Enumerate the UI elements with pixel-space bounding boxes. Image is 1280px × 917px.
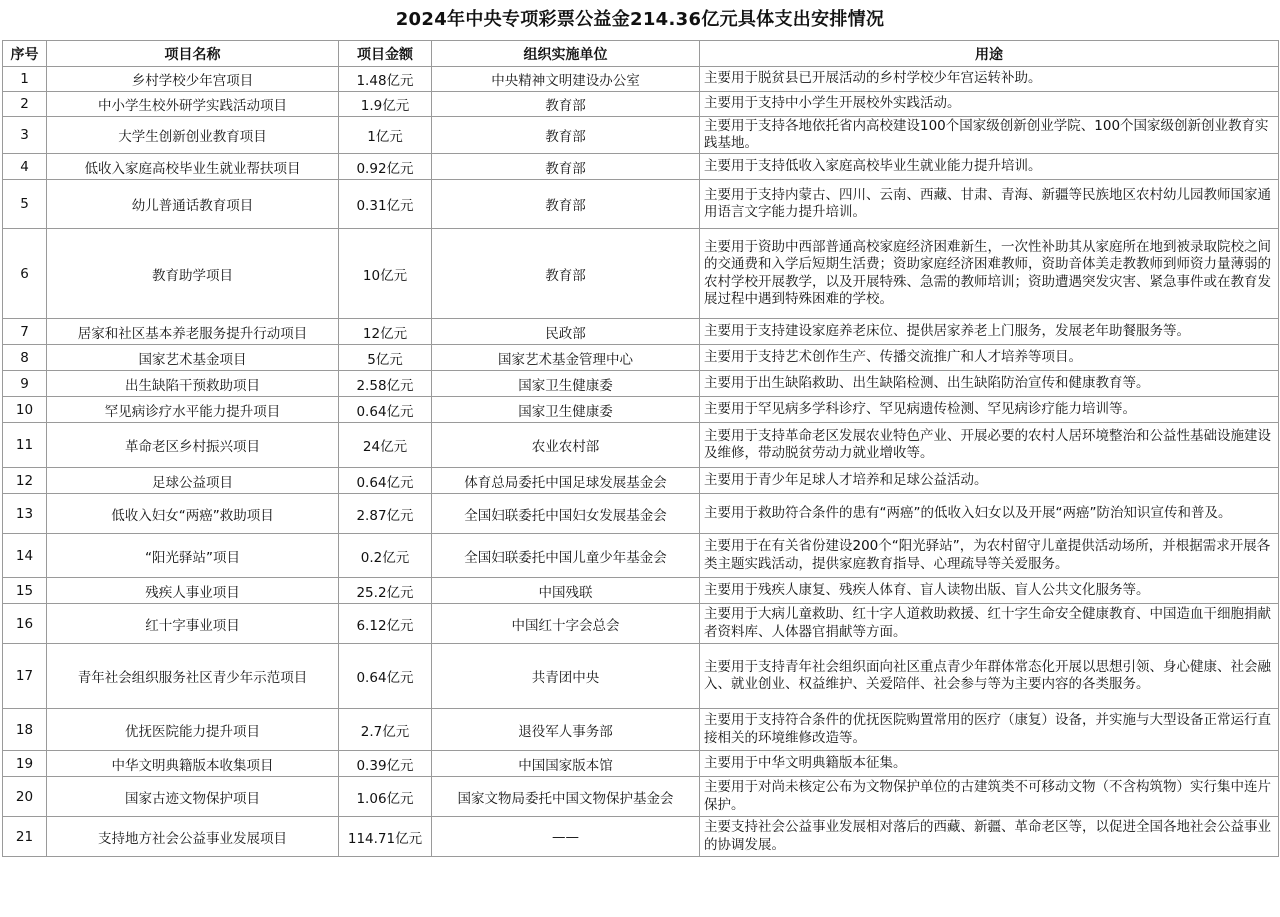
project-amount: 1.9亿元 bbox=[339, 92, 432, 117]
table-row bbox=[3, 777, 1279, 817]
table-row bbox=[3, 345, 1279, 371]
implementing-unit: 农业农村部 bbox=[432, 423, 700, 468]
project-amount: 1.48亿元 bbox=[339, 67, 432, 92]
project-purpose: 主要用于资助中西部普通高校家庭经济困难新生，一次性补助其从家庭所在地到被录取院校之间的交通费和入学后短期生活费；资助家庭经济困难教师，资助音体美走教教师到师资力量薄弱的农村学校开展教学，以及开展特殊、急需的教师培训；资助遭遇突发灾害、紧急事件或在教育发展过程中遇到特殊困难的学校。 bbox=[700, 229, 1279, 319]
header-amount: 项目金额 bbox=[339, 41, 432, 67]
project-name: 优抚医院能力提升项目 bbox=[47, 709, 339, 751]
project-purpose: 主要用于中华文明典籍版本征集。 bbox=[700, 751, 1279, 777]
table-header-row bbox=[3, 41, 1279, 67]
project-amount: 25.2亿元 bbox=[339, 578, 432, 604]
table-row bbox=[3, 578, 1279, 604]
table-row bbox=[3, 397, 1279, 423]
project-name: 中小学生校外研学实践活动项目 bbox=[47, 92, 339, 117]
project-name: 低收入妇女“两癌”救助项目 bbox=[47, 494, 339, 534]
table-row bbox=[3, 117, 1279, 154]
project-amount: 2.7亿元 bbox=[339, 709, 432, 751]
project-purpose: 主要用于支持低收入家庭高校毕业生就业能力提升培训。 bbox=[700, 154, 1279, 180]
project-purpose: 主要用于脱贫县已开展活动的乡村学校少年宫运转补助。 bbox=[700, 67, 1279, 92]
project-name: 幼儿普通话教育项目 bbox=[47, 180, 339, 229]
table-row bbox=[3, 92, 1279, 117]
project-amount: 0.39亿元 bbox=[339, 751, 432, 777]
project-purpose: 主要用于罕见病多学科诊疗、罕见病遗传检测、罕见病诊疗能力培训等。 bbox=[700, 397, 1279, 423]
table-row bbox=[3, 644, 1279, 709]
row-number: 11 bbox=[3, 423, 47, 468]
implementing-unit: 国家卫生健康委 bbox=[432, 371, 700, 397]
project-amount: 2.58亿元 bbox=[339, 371, 432, 397]
table-row bbox=[3, 154, 1279, 180]
project-purpose: 主要用于支持中小学生开展校外实践活动。 bbox=[700, 92, 1279, 117]
project-name: 足球公益项目 bbox=[47, 468, 339, 494]
project-amount: 0.31亿元 bbox=[339, 180, 432, 229]
project-purpose: 主要用于救助符合条件的患有“两癌”的低收入妇女以及开展“两癌”防治知识宣传和普及。 bbox=[700, 494, 1279, 534]
row-number: 14 bbox=[3, 534, 47, 578]
project-name: 支持地方社会公益事业发展项目 bbox=[47, 817, 339, 857]
implementing-unit: 体育总局委托中国足球发展基金会 bbox=[432, 468, 700, 494]
row-number: 1 bbox=[3, 67, 47, 92]
project-name: 罕见病诊疗水平能力提升项目 bbox=[47, 397, 339, 423]
project-amount: 24亿元 bbox=[339, 423, 432, 468]
row-number: 15 bbox=[3, 578, 47, 604]
project-amount: 12亿元 bbox=[339, 319, 432, 345]
row-number: 2 bbox=[3, 92, 47, 117]
implementing-unit: 中央精神文明建设办公室 bbox=[432, 67, 700, 92]
table-row bbox=[3, 709, 1279, 751]
table-row bbox=[3, 604, 1279, 644]
project-amount: 5亿元 bbox=[339, 345, 432, 371]
project-name: 教育助学项目 bbox=[47, 229, 339, 319]
project-purpose: 主要用于对尚未核定公布为文物保护单位的古建筑类不可移动文物（不含构筑物）实行集中连片保护。 bbox=[700, 777, 1279, 817]
project-amount: 1亿元 bbox=[339, 117, 432, 154]
project-name: 青年社会组织服务社区青少年示范项目 bbox=[47, 644, 339, 709]
implementing-unit: 国家卫生健康委 bbox=[432, 397, 700, 423]
table-row bbox=[3, 67, 1279, 92]
project-purpose: 主要用于在有关省份建设200个“阳光驿站”，为农村留守儿童提供活动场所，并根据需求开展各类主题实践活动，提供家庭教育指导、心理疏导等关爱服务。 bbox=[700, 534, 1279, 578]
project-name: “阳光驿站”项目 bbox=[47, 534, 339, 578]
project-amount: 6.12亿元 bbox=[339, 604, 432, 644]
row-number: 13 bbox=[3, 494, 47, 534]
row-number: 7 bbox=[3, 319, 47, 345]
row-number: 4 bbox=[3, 154, 47, 180]
implementing-unit: 中国残联 bbox=[432, 578, 700, 604]
implementing-unit: 教育部 bbox=[432, 229, 700, 319]
table-row bbox=[3, 468, 1279, 494]
project-purpose: 主要用于出生缺陷救助、出生缺陷检测、出生缺陷防治宣传和健康教育等。 bbox=[700, 371, 1279, 397]
table-row bbox=[3, 180, 1279, 229]
project-purpose: 主要用于支持青年社会组织面向社区重点青少年群体常态化开展以思想引领、身心健康、社会融入、就业创业、权益维护、关爱陪伴、社会参与等为主要内容的各类服务。 bbox=[700, 644, 1279, 709]
header-purpose: 用途 bbox=[700, 41, 1279, 67]
project-name: 乡村学校少年宫项目 bbox=[47, 67, 339, 92]
project-purpose: 主要用于支持符合条件的优抚医院购置常用的医疗（康复）设备，并实施与大型设备正常运行直接相关的环境维修改造等。 bbox=[700, 709, 1279, 751]
implementing-unit: 国家艺术基金管理中心 bbox=[432, 345, 700, 371]
implementing-unit: 教育部 bbox=[432, 180, 700, 229]
table-row bbox=[3, 751, 1279, 777]
implementing-unit: 国家文物局委托中国文物保护基金会 bbox=[432, 777, 700, 817]
expenditure-table bbox=[2, 40, 1279, 857]
row-number: 3 bbox=[3, 117, 47, 154]
table-row bbox=[3, 423, 1279, 468]
project-amount: 0.64亿元 bbox=[339, 644, 432, 709]
project-name: 革命老区乡村振兴项目 bbox=[47, 423, 339, 468]
implementing-unit: —— bbox=[432, 817, 700, 857]
project-purpose: 主要用于青少年足球人才培养和足球公益活动。 bbox=[700, 468, 1279, 494]
project-amount: 0.64亿元 bbox=[339, 468, 432, 494]
table-row bbox=[3, 229, 1279, 319]
table-row bbox=[3, 371, 1279, 397]
row-number: 12 bbox=[3, 468, 47, 494]
table-body bbox=[3, 67, 1279, 857]
table-row bbox=[3, 534, 1279, 578]
project-name: 低收入家庭高校毕业生就业帮扶项目 bbox=[47, 154, 339, 180]
project-name: 残疾人事业项目 bbox=[47, 578, 339, 604]
project-amount: 0.64亿元 bbox=[339, 397, 432, 423]
project-amount: 114.71亿元 bbox=[339, 817, 432, 857]
project-amount: 1.06亿元 bbox=[339, 777, 432, 817]
row-number: 5 bbox=[3, 180, 47, 229]
header-no: 序号 bbox=[3, 41, 47, 67]
project-purpose: 主要用于大病儿童救助、红十字人道救助救援、红十字生命安全健康教育、中国造血干细胞捐献者资料库、人体器官捐献等方面。 bbox=[700, 604, 1279, 644]
header-implementing-unit: 组织实施单位 bbox=[432, 41, 700, 67]
table-row bbox=[3, 319, 1279, 345]
implementing-unit: 全国妇联委托中国妇女发展基金会 bbox=[432, 494, 700, 534]
project-name: 红十字事业项目 bbox=[47, 604, 339, 644]
row-number: 20 bbox=[3, 777, 47, 817]
row-number: 17 bbox=[3, 644, 47, 709]
project-name: 出生缺陷干预救助项目 bbox=[47, 371, 339, 397]
row-number: 18 bbox=[3, 709, 47, 751]
row-number: 8 bbox=[3, 345, 47, 371]
header-project-name: 项目名称 bbox=[47, 41, 339, 67]
implementing-unit: 教育部 bbox=[432, 117, 700, 154]
project-purpose: 主要用于支持各地依托省内高校建设100个国家级创新创业学院、100个国家级创新创业教育实践基地。 bbox=[700, 117, 1279, 154]
project-purpose: 主要支持社会公益事业发展相对落后的西藏、新疆、革命老区等，以促进全国各地社会公益事业的协调发展。 bbox=[700, 817, 1279, 857]
implementing-unit: 教育部 bbox=[432, 154, 700, 180]
row-number: 19 bbox=[3, 751, 47, 777]
project-purpose: 主要用于支持艺术创作生产、传播交流推广和人才培养等项目。 bbox=[700, 345, 1279, 371]
row-number: 9 bbox=[3, 371, 47, 397]
project-amount: 0.2亿元 bbox=[339, 534, 432, 578]
row-number: 21 bbox=[3, 817, 47, 857]
table-row bbox=[3, 817, 1279, 857]
implementing-unit: 中国红十字会总会 bbox=[432, 604, 700, 644]
implementing-unit: 共青团中央 bbox=[432, 644, 700, 709]
table-row bbox=[3, 494, 1279, 534]
row-number: 16 bbox=[3, 604, 47, 644]
implementing-unit: 全国妇联委托中国儿童少年基金会 bbox=[432, 534, 700, 578]
project-purpose: 主要用于残疾人康复、残疾人体育、盲人读物出版、盲人公共文化服务等。 bbox=[700, 578, 1279, 604]
implementing-unit: 退役军人事务部 bbox=[432, 709, 700, 751]
document-title: 2024年中央专项彩票公益金214.36亿元具体支出安排情况 bbox=[395, 9, 885, 30]
implementing-unit: 中国国家版本馆 bbox=[432, 751, 700, 777]
implementing-unit: 教育部 bbox=[432, 92, 700, 117]
project-purpose: 主要用于支持内蒙古、四川、云南、西藏、甘肃、青海、新疆等民族地区农村幼儿园教师国家通用语言文字能力提升培训。 bbox=[700, 180, 1279, 229]
row-number: 6 bbox=[3, 229, 47, 319]
project-name: 大学生创新创业教育项目 bbox=[47, 117, 339, 154]
project-amount: 0.92亿元 bbox=[339, 154, 432, 180]
project-name: 中华文明典籍版本收集项目 bbox=[47, 751, 339, 777]
row-number: 10 bbox=[3, 397, 47, 423]
project-amount: 2.87亿元 bbox=[339, 494, 432, 534]
project-name: 国家艺术基金项目 bbox=[47, 345, 339, 371]
implementing-unit: 民政部 bbox=[432, 319, 700, 345]
project-purpose: 主要用于支持革命老区发展农业特色产业、开展必要的农村人居环境整治和公益性基础设施建设及维修，带动脱贫劳动力就业增收等。 bbox=[700, 423, 1279, 468]
project-amount: 10亿元 bbox=[339, 229, 432, 319]
project-purpose: 主要用于支持建设家庭养老床位、提供居家养老上门服务，发展老年助餐服务等。 bbox=[700, 319, 1279, 345]
project-name: 居家和社区基本养老服务提升行动项目 bbox=[47, 319, 339, 345]
project-name: 国家古迹文物保护项目 bbox=[47, 777, 339, 817]
